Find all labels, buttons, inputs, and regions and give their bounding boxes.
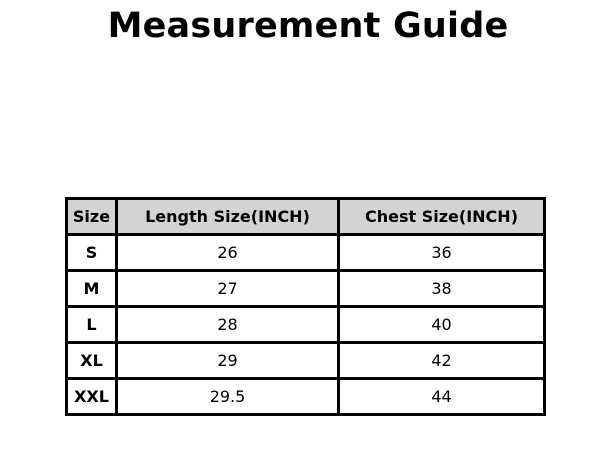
chest-cell: 36 bbox=[339, 235, 545, 271]
measurement-table bbox=[65, 197, 546, 416]
size-cell: L bbox=[67, 307, 117, 343]
header-chest-size: Chest Size(INCH) bbox=[339, 199, 545, 235]
chest-cell: 44 bbox=[339, 379, 545, 415]
length-cell: 26 bbox=[117, 235, 339, 271]
length-cell: 28 bbox=[117, 307, 339, 343]
chest-cell: 42 bbox=[339, 343, 545, 379]
table-row bbox=[67, 307, 545, 343]
size-cell: XL bbox=[67, 343, 117, 379]
length-cell: 29 bbox=[117, 343, 339, 379]
header-size: Size bbox=[67, 199, 117, 235]
table-row bbox=[67, 343, 545, 379]
size-cell: M bbox=[67, 271, 117, 307]
table-row bbox=[67, 235, 545, 271]
size-cell: XXL bbox=[67, 379, 117, 415]
header-length-size: Length Size(INCH) bbox=[117, 199, 339, 235]
length-cell: 29.5 bbox=[117, 379, 339, 415]
table-row bbox=[67, 379, 545, 415]
size-cell: S bbox=[67, 235, 117, 271]
table-header-row bbox=[67, 199, 545, 235]
table-row bbox=[67, 271, 545, 307]
page-title: Measurement Guide bbox=[107, 6, 509, 46]
chest-cell: 38 bbox=[339, 271, 545, 307]
length-cell: 27 bbox=[117, 271, 339, 307]
chest-cell: 40 bbox=[339, 307, 545, 343]
